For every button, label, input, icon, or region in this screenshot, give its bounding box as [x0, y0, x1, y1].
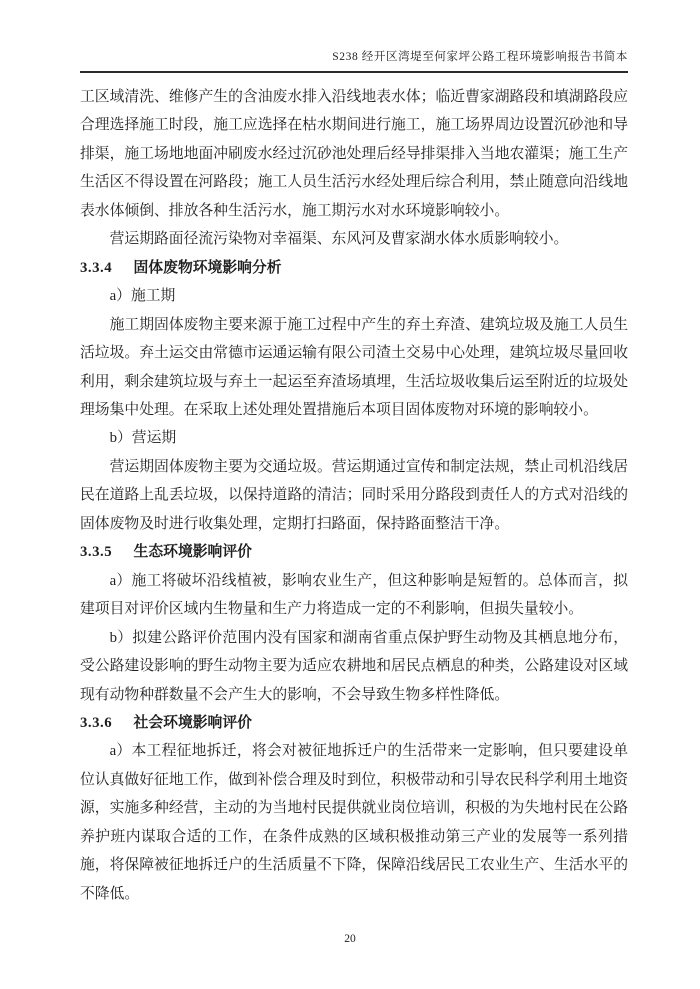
paragraph-ecology-b: b）拟建公路评价范围内没有国家和湖南省重点保护野生动物及其栖息地分布，受公路建设影响的野生动物主要为适应农耕地和居民点栖息的种类，公路建设对区域现有动物种群数量不会产生大的影响，不会导致生物多样性降低。	[80, 629, 628, 703]
section-number: 3.3.6	[80, 714, 113, 731]
paragraph-ecology-a: a）施工将破坏沿线植被，影响农业生产，但这种影响是短暂的。总体而言，拟建项目对评价区域内生物量和生产力将造成一定的不利影响，但损失量较小。	[80, 572, 628, 618]
section-title: 生态环境影响评价	[133, 544, 252, 561]
page-number: 20	[344, 933, 356, 945]
list-item-a-construction-period: a）施工期	[109, 288, 176, 305]
paragraph-solid-waste-construction: 施工期固体废物主要来源于施工过程中产生的弃土弃渣、建筑垃圾及施工人员生活垃圾。弃土运交由常德市运通运输有限公司渣土交易中心处理，建筑垃圾尽量回收利用，剩余建筑垃圾与弃土一起运至弃渣场填埋，生活垃圾收集后运至附近的垃圾处理场集中处理。在采取上述处理处置措施后本项目固体废物对环境的影响较小。	[80, 316, 628, 418]
section-heading-ecology	[80, 538, 628, 566]
page-header	[0, 0, 700, 65]
paragraph-social-a: a）本工程征地拆迁，将会对被征地拆迁户的生活带来一定影响，但只要建设单位认真做好征地工作，做到补偿合理及时到位，积极带动和引导农民科学利用土地资源，实施多种经营，主动的为当地村民提供就业岗位培训，积极的为失地村民在公路养护班内谋取合适的工作，在条件成熟的区域积极推动第三产业的发展等一系列措施，将保障被征地拆迁户的生活质量不下降，保障沿线居民工农业生产、生活水平的不降低。	[80, 743, 628, 902]
paragraph-water-impact-continuation: 工区域清洗、维修产生的含油废水排入沿线地表水体；临近曹家湖路段和填湖路段应合理选择施工时段，施工应选择在枯水期间进行施工，施工场界周边设置沉砂池和导排渠，施工场地地面冲刷废水经过沉砂池处理后经导排渠排入当地农灌渠；施工生产生活区不得设置在河路段；施工人员生活污水经处理后综合利用，禁止随意向沿线地表水体倾倒、排放各种生活污水，施工期污水对水环境影响较小。	[80, 89, 628, 219]
running-header-title: S238 经开区湾堤至何家坪公路工程环境影响报告书简本	[332, 51, 628, 63]
list-item-b-operation-period: b）营运期	[109, 430, 177, 447]
paragraph-solid-waste-operation: 营运期固体废物主要为交通垃圾。营运期通过宣传和制定法规，禁止司机沿线居民在道路上乱丢垃圾，以保持道路的清洁；同时采用分路段到责任人的方式对沿线的固体废物及时进行收集处理，定期打扫路面，保持路面整洁干净。	[80, 458, 628, 532]
document-body	[0, 73, 700, 908]
section-heading-solid-waste	[80, 254, 628, 282]
section-title: 社会环境影响评价	[133, 714, 252, 731]
section-number: 3.3.5	[80, 544, 113, 561]
section-heading-social	[80, 709, 628, 737]
page-footer	[0, 933, 700, 945]
paragraph-runoff-impact: 营运期路面径流污染物对幸福渠、东风河及曹家湖水体水质影响较小。	[109, 231, 569, 248]
section-title: 固体废物环境影响分析	[133, 259, 282, 276]
section-number: 3.3.4	[80, 259, 113, 276]
